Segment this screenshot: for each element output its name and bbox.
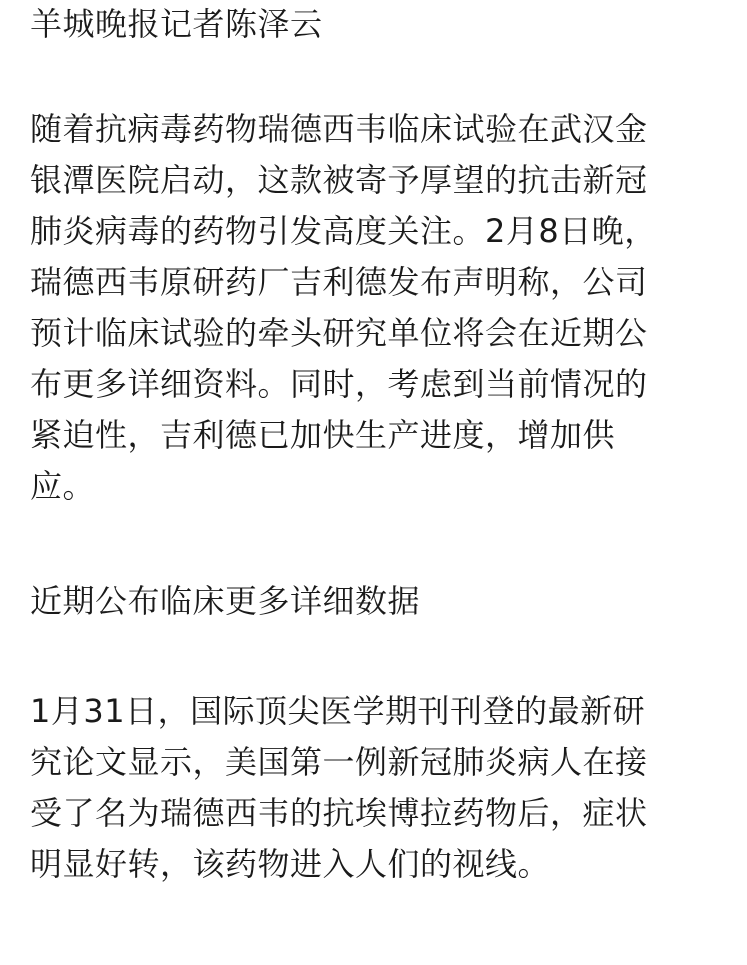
article-body xyxy=(30,0,722,883)
paragraph-line: 银潭医院启动，这款被寄予厚望的抗击新冠 xyxy=(30,161,648,199)
paragraph-line: 1月31日，国际顶尖医学期刊刊登的最新研 xyxy=(30,692,646,730)
paragraph-line: 瑞德西韦原研药厂吉利德发布声明称，公司 xyxy=(30,263,648,301)
paragraph-1 xyxy=(30,111,722,505)
paragraph-line: 受了名为瑞德西韦的抗埃博拉药物后，症状 xyxy=(30,794,648,832)
paragraph-line: 预计临床试验的牵头研究单位将会在近期公 xyxy=(30,314,648,352)
paragraph-line: 紧迫性，吉利德已加快生产进度，增加供 xyxy=(30,416,616,454)
paragraph-line: 布更多详细资料。同时，考虑到当前情况的 xyxy=(30,365,648,403)
paragraph-line: 随着抗病毒药物瑞德西韦临床试验在武汉金 xyxy=(30,110,648,148)
paragraph-line: 明显好转，该药物进入人们的视线。 xyxy=(30,845,551,883)
paragraph-line: 肺炎病毒的药物引发高度关注。2月8日晚， xyxy=(30,212,657,250)
paragraph-line: 应。 xyxy=(30,467,96,505)
byline: 羊城晚报记者陈泽云 xyxy=(30,5,323,43)
paragraph-2 xyxy=(30,693,722,883)
subheading: 近期公布临床更多详细数据 xyxy=(30,582,421,620)
paragraph-line: 究论文显示，美国第一例新冠肺炎病人在接 xyxy=(30,743,648,781)
